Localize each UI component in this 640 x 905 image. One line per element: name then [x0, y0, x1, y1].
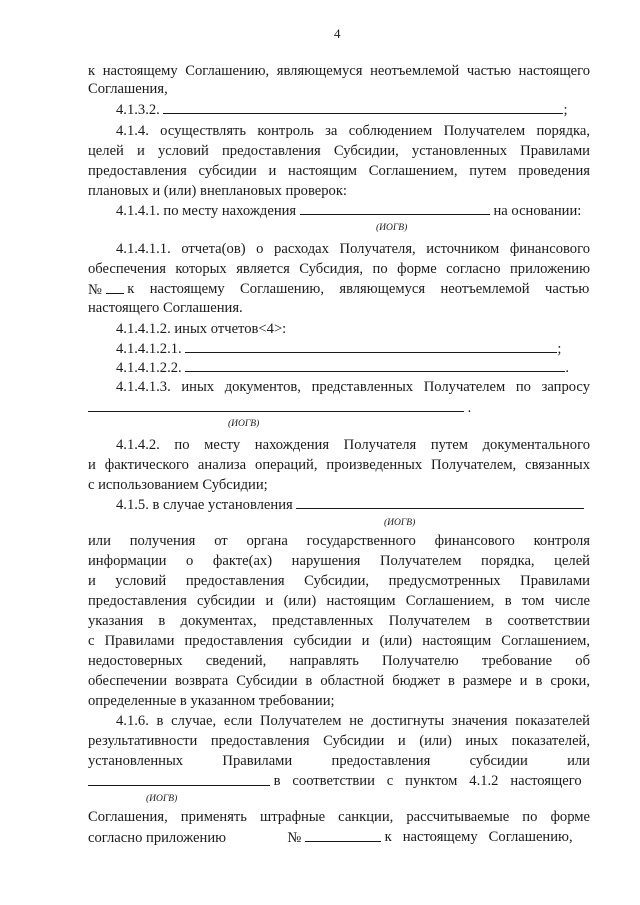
- text-line: информации о факте(ах) нарушения Получателем порядка, целей: [88, 553, 590, 569]
- clause-4-1-3-2: [116, 100, 590, 119]
- text-line: с Правилами предоставления субсидии и (или) настоящим Соглашением,: [88, 633, 590, 649]
- text-line: Соглашения, применять штрафные санкции, рассчитываемые по форме: [88, 809, 590, 825]
- clause-4-1-4-1-2-1: [116, 339, 590, 358]
- text-line-with-blank: [88, 828, 590, 847]
- fill-in-blank: [88, 398, 464, 412]
- text-line: целей и условий предоставления Субсидии, установленных Правилами: [88, 143, 590, 159]
- text-line: и условий предоставления Субсидии, предусмотренных Правилами: [88, 573, 590, 589]
- field-caption: (ИОГВ): [146, 794, 178, 804]
- clause-number: 4.1.4.1.2.1.: [116, 341, 182, 357]
- fill-in-blank: [305, 828, 381, 842]
- text-line: обеспечении возврата Субсидии в областной бюджет в размере и в сроки,: [88, 673, 590, 689]
- page-number: 4: [334, 26, 341, 41]
- text-line: и фактического анализа операций, произведенных Получателем, связанных: [88, 457, 590, 473]
- field-caption: (ИОГВ): [228, 419, 260, 429]
- text-line: 4.1.4.1.1. отчета(ов) о расходах Получателя, источником финансового: [116, 241, 590, 257]
- text-line-with-blank: [88, 280, 590, 299]
- field-caption: (ИОГВ): [376, 223, 408, 233]
- clause-4-1-5: [116, 495, 590, 514]
- number-sign: №: [287, 830, 302, 846]
- text-line: 4.1.6. в случае, если Получателем не достигнуты значения показателей: [116, 713, 590, 729]
- punctuation: .: [565, 360, 569, 376]
- text-line: 4.1.4.2. по месту нахождения Получателя путем документального: [116, 437, 590, 453]
- text-fragment: в соответствии с пунктом 4.1.2 настоящего: [273, 773, 582, 789]
- text-line: Соглашения,: [88, 81, 168, 97]
- text-line: к настоящему Соглашению, являющемуся неотъемлемой частью настоящего: [88, 63, 590, 79]
- fill-in-blank: [163, 100, 563, 114]
- fill-in-blank: [185, 358, 565, 372]
- text-line: обеспечения которых является Субсидия, по форме согласно приложению: [88, 261, 590, 277]
- text-line: указания в документах, представленных Получателем в соответствии: [88, 613, 590, 629]
- text-line: 4.1.4.1.3. иных документов, представленных Получателем по запросу: [116, 379, 590, 395]
- clause-4-1-4-1-2-2: [116, 358, 590, 377]
- fill-in-blank: [185, 339, 557, 353]
- text-line: предоставления субсидии и (или) настоящим Соглашением, в том числе: [88, 593, 590, 609]
- text-line: 4.1.4. осуществлять контроль за соблюдением Получателем порядка,: [116, 123, 590, 139]
- text-line: или получения от органа государственного финансового контроля: [88, 533, 590, 549]
- text-line: с использованием Субсидии;: [88, 477, 268, 493]
- text-line: определенные в указанном требовании;: [88, 693, 335, 709]
- text-line: настоящего Соглашения.: [88, 300, 243, 316]
- clause-number: 4.1.3.2.: [116, 102, 160, 118]
- text-line-with-blank: [88, 398, 590, 417]
- number-sign: №: [88, 282, 102, 298]
- fill-in-blank: [106, 280, 124, 294]
- fill-in-blank: [296, 495, 584, 509]
- text-line: недостоверных сведений, направлять Получателю требование об: [88, 653, 590, 669]
- text-line: предоставления субсидии и настоящим Соглашением, путем проведения: [88, 163, 590, 179]
- punctuation: .: [467, 400, 472, 416]
- text-fragment: к настоящему Соглашению, являющемуся неотъемлемой частью: [127, 281, 590, 297]
- text-line-with-blank: [88, 772, 590, 791]
- clause-text: на основании:: [493, 203, 582, 219]
- clause-4-1-4-1: [116, 201, 590, 220]
- text-fragment: согласно приложению: [88, 830, 227, 846]
- punctuation: ;: [557, 341, 562, 357]
- text-line: 4.1.4.1.2. иных отчетов<4>:: [116, 321, 287, 337]
- fill-in-blank: [300, 201, 490, 215]
- clause-number: 4.1.4.1.2.2.: [116, 360, 182, 376]
- clause-text: 4.1.5. в случае установления: [116, 497, 293, 513]
- clause-text: 4.1.4.1. по месту нахождения: [116, 203, 297, 219]
- fill-in-blank: [88, 772, 270, 786]
- punctuation: ;: [563, 102, 568, 118]
- text-fragment: к настоящему Соглашению,: [384, 829, 573, 845]
- text-line: плановых и (или) внеплановых проверок:: [88, 183, 347, 199]
- text-line: результативности предоставления Субсидии и (или) иных показателей,: [88, 733, 590, 749]
- text-line: установленных Правилами предоставления субсидии или: [88, 753, 590, 769]
- field-caption: (ИОГВ): [384, 518, 416, 528]
